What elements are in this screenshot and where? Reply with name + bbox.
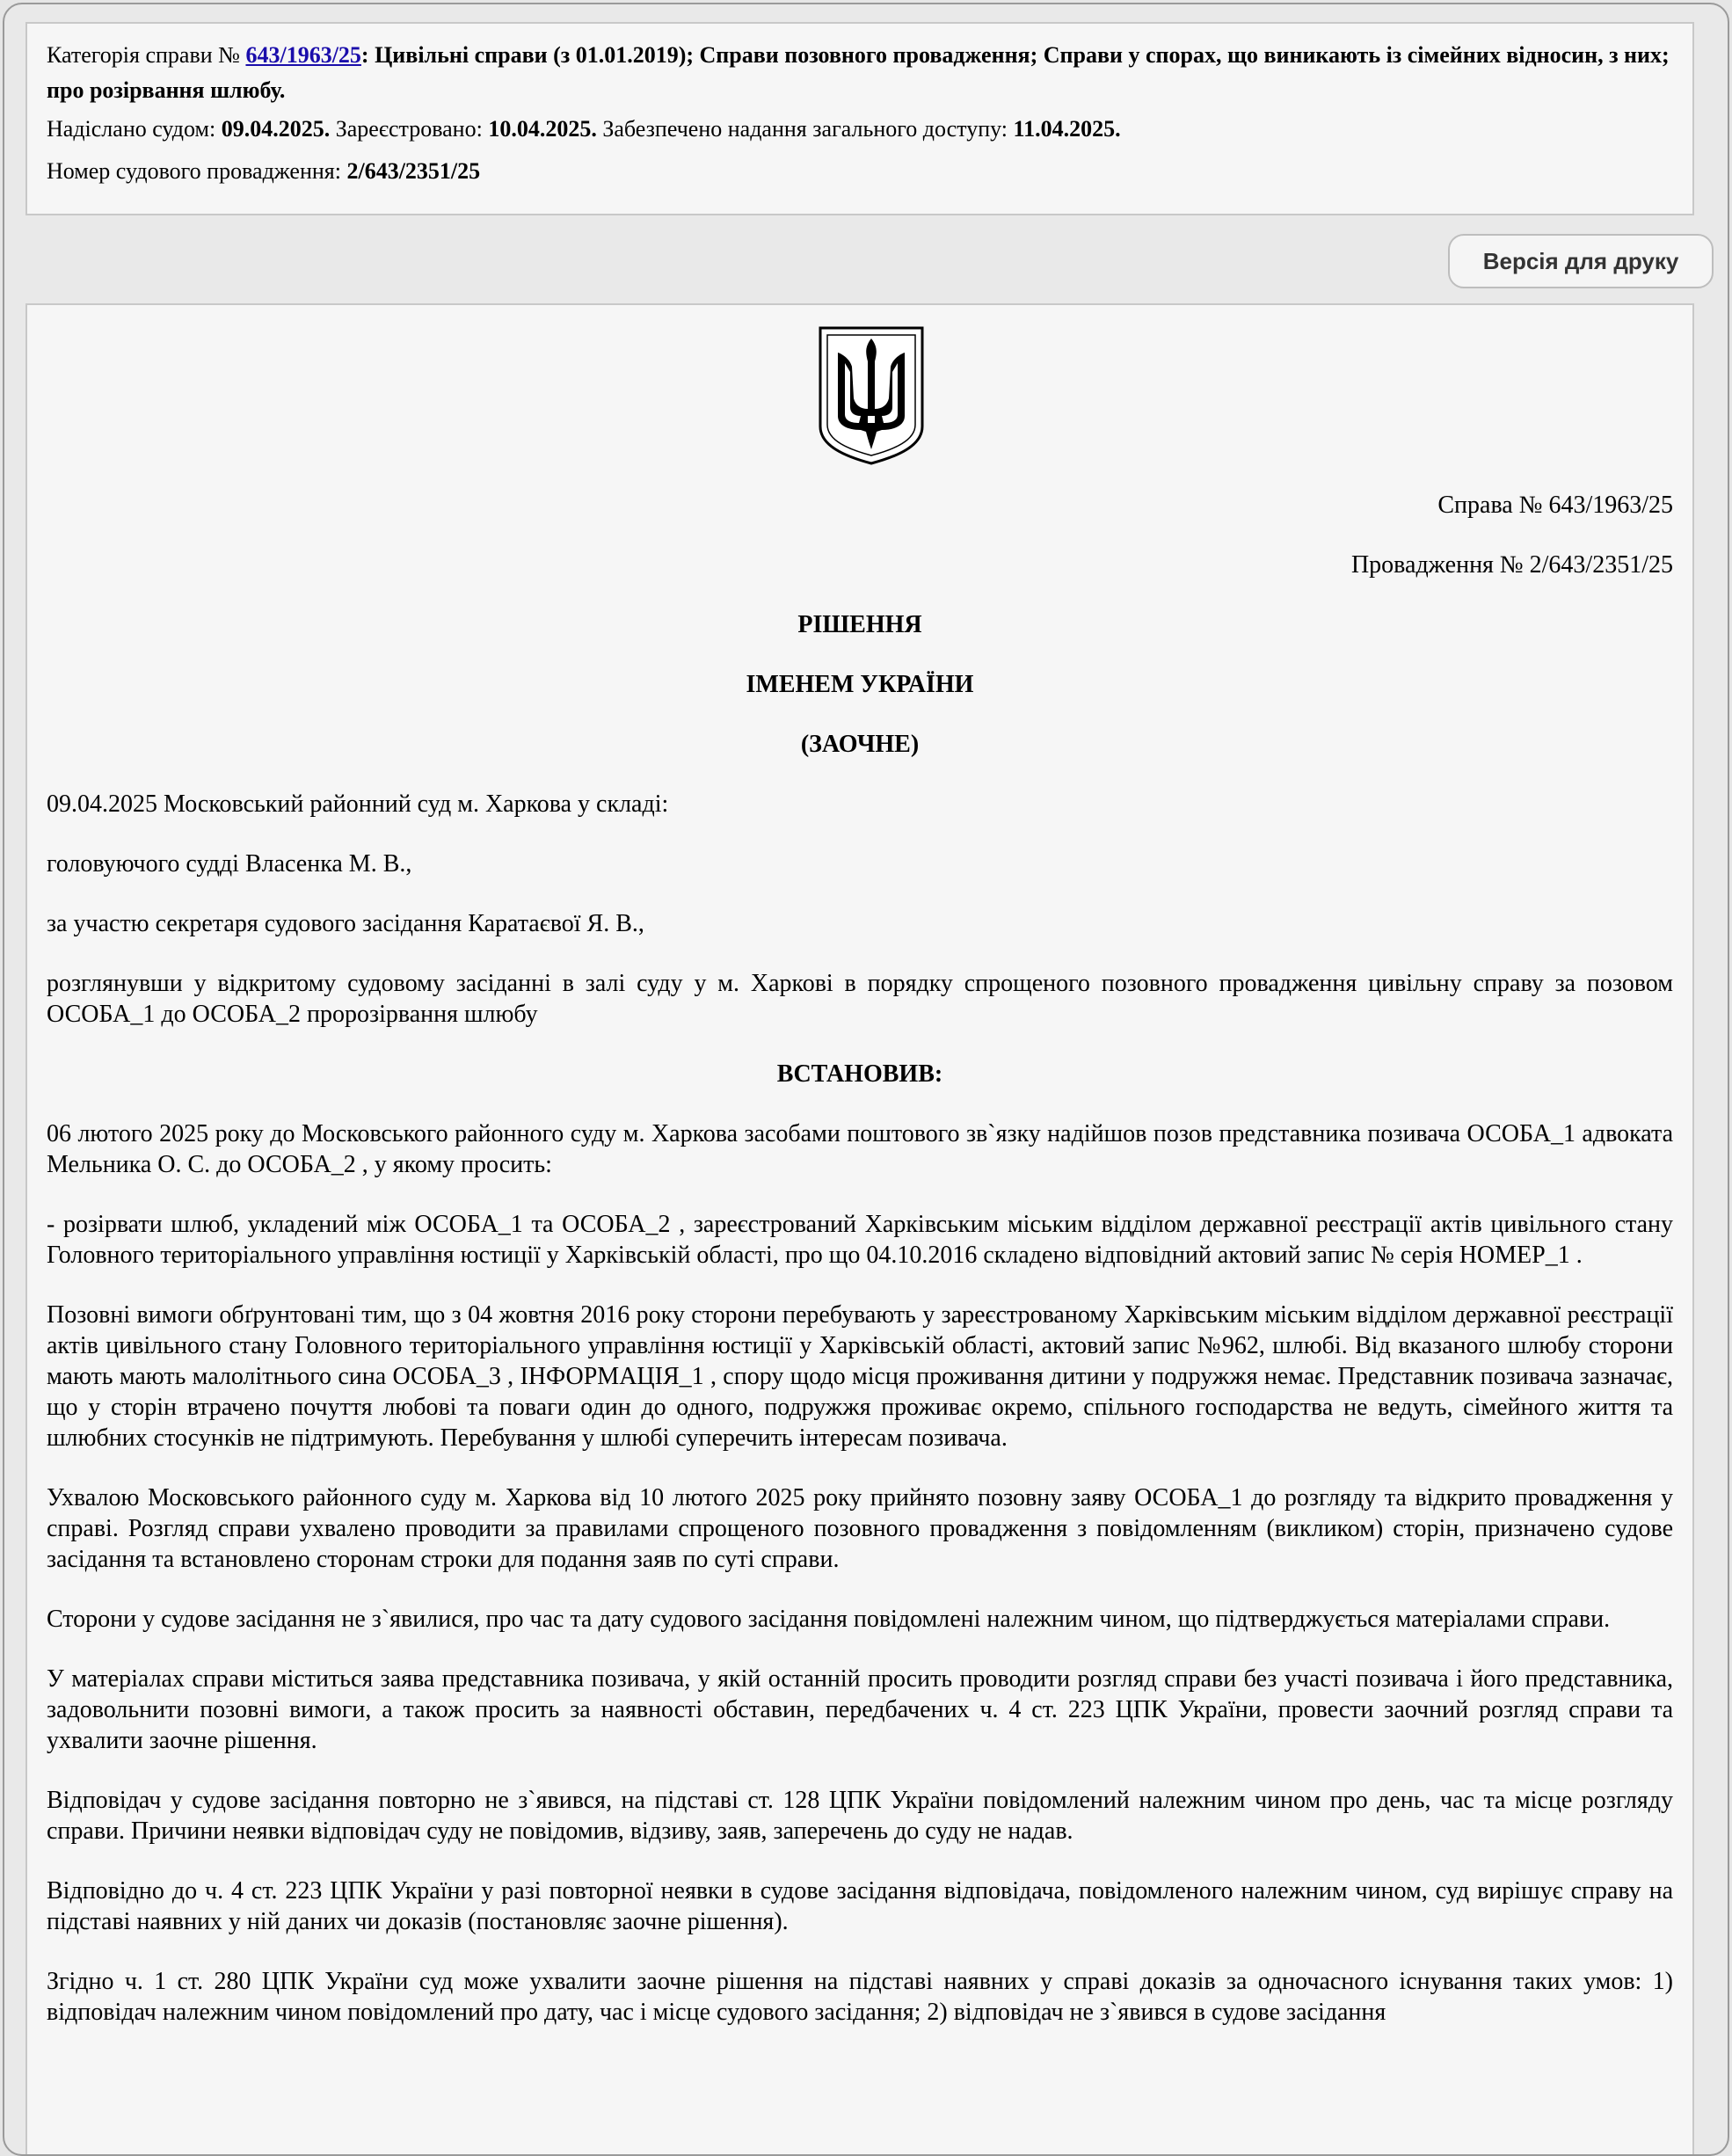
proceeding-line: Провадження № 2/643/2351/25 bbox=[1350, 551, 1673, 579]
decision-subtitle: ІМЕНЕМ УКРАЇНИ bbox=[746, 671, 974, 698]
case-category-line bbox=[47, 38, 1673, 108]
access-date: 11.04.2025. bbox=[1013, 116, 1121, 142]
coat-of-arms-icon bbox=[817, 324, 926, 467]
considered-paragraph: розглянувши у відкритому судовому засіданні в залі суду у м. Харкові в порядку спрощеного позовного провадження цивільну справу за позовом ОСОБА_1 до ОСОБА_2 пророзірвання шлюбу bbox=[47, 970, 1673, 1028]
established-heading: ВСТАНОВИВ: bbox=[776, 1060, 943, 1088]
body-paragraph: - розірвати шлюб, укладений між ОСОБА_1 та ОСОБА_2 , зареєстрований Харківським міським відділом державної реєстрації актів цивільного стану Головного територіального управління юстиції у Харківській області, про що 04.10.2016 складено відповідний актовий запис № серія НОМЕР_1 . bbox=[47, 1211, 1673, 1269]
body-paragraph: Відповідно до ч. 4 ст. 223 ЦПК України у разі повторної неявки в судове засідання відповідача, повідомленого належним чином, суд вирішує справу на підставі наявних у ній даних чи доказів (постановляє заочне рішення). bbox=[47, 1877, 1673, 1935]
secretary-line: за участю секретаря судового засідання Каратаєвої Я. В., bbox=[47, 910, 644, 937]
print-version-button[interactable]: Версія для друку bbox=[1448, 234, 1714, 288]
registered-label: Зареєстровано: bbox=[330, 116, 489, 142]
proceeding-label: Номер судового провадження: bbox=[47, 158, 347, 184]
case-number-line: Справа № 643/1963/25 bbox=[1437, 492, 1673, 519]
decision-document bbox=[25, 303, 1694, 2156]
decision-subtitle-absentia: (ЗАОЧНЕ) bbox=[800, 731, 920, 758]
category-text: : Цивільні справи (з 01.01.2019); Справи позовного провадження; Справи у спорах, що виникають із сімейних відносин, з них; про розірвання шлюбу. bbox=[47, 42, 1670, 103]
body-paragraph: У матеріалах справи міститься заява представника позивача, у якій останній просить проводити розгляд справи без участі позивача і його представника, задовольнити позовні вимоги, а також просить за наявності обставин, передбачених ч. 4 ст. 223 ЦПК України, провести заочний розгляд справи та ухвалити заочне рішення. bbox=[47, 1665, 1673, 1754]
category-prefix: Категорія справи № bbox=[47, 42, 246, 68]
sent-date: 09.04.2025. bbox=[221, 116, 331, 142]
case-info-panel bbox=[25, 22, 1694, 215]
page-frame bbox=[3, 3, 1729, 2156]
body-paragraph: Відповідач у судове засідання повторно не з`явився, на підставі ст. 128 ЦПК України повідомлений належним чином про день, час та місце розгляду справи. Причини неявки відповідач суду не повідомив, відзиву, заяв, заперечень до суду не надав. bbox=[47, 1787, 1673, 1845]
access-label: Забезпечено надання загального доступу: bbox=[596, 116, 1014, 142]
body-paragraph: Згідно ч. 1 ст. 280 ЦПК України суд може ухвалити заочне рішення на підставі наявних у справі доказів за одночасного існування таких умов: 1) відповідач належним чином повідомлений про дату, час і місце судового засідання; 2) відповідач не з`явився в судове засідання bbox=[47, 1968, 1673, 2026]
body-paragraph: Сторони у судове засідання не з`явилися, про час та дату судового засідання повідомлені належним чином, що підтверджується матеріалами справи. bbox=[47, 1606, 1611, 1633]
body-paragraph: Ухвалою Московського районного суду м. Харкова від 10 лютого 2025 року прийнято позовну заяву ОСОБА_1 до розгляду та відкрито провадження у справі. Розгляд справи ухвалено проводити за правилами спрощеного позовного провадження з повідомленням (викликом) сторін, призначено судове засідання та встановлено сторонам строки для подання заяв по суті справи. bbox=[47, 1484, 1673, 1573]
court-composition-line: 09.04.2025 Московський районний суд м. Харкова у складі: bbox=[47, 790, 669, 818]
sent-label: Надіслано судом: bbox=[47, 116, 222, 142]
dates-line bbox=[47, 112, 1673, 147]
proceeding-number: 2/643/2351/25 bbox=[346, 158, 481, 184]
decision-title: РІШЕННЯ bbox=[797, 611, 922, 638]
judge-line: головуючого судді Власенка М. В., bbox=[47, 850, 412, 878]
registered-date: 10.04.2025. bbox=[488, 116, 597, 142]
body-paragraph: 06 лютого 2025 року до Московського районного суду м. Харкова засобами поштового зв`язку надійшов позов представника позивача ОСОБА_1 адвоката Мельника О. С. до ОСОБА_2 , у якому просить: bbox=[47, 1120, 1673, 1178]
document-body bbox=[47, 490, 1673, 2028]
case-number-link[interactable]: 643/1963/25 bbox=[245, 42, 361, 68]
body-paragraph: Позовні вимоги обґрунтовані тим, що з 04 жовтня 2016 року сторони перебувають у зареєстрованому Харківським міським відділом державної реєстрації актів цивільного стану Головного територіального управління юстиції у Харківській області, актовий запис №962, шлюбі. Від вказаного шлюбу сторони мають мають малолітнього сина ОСОБА_3 , ІНФОРМАЦІЯ_1 , спору щодо місця проживання дитини у подружжя немає. Представник позивача зазначає, що у сторін втрачено почуття любові та поваги один до одного, подружжя проживає окремо, спільного господарства не ведуть, сімейного життя та шлюбних стосунків не підтримують. Перебування у шлюбі суперечить інтересам позивача. bbox=[47, 1301, 1673, 1452]
proceeding-number-line bbox=[47, 154, 1673, 189]
